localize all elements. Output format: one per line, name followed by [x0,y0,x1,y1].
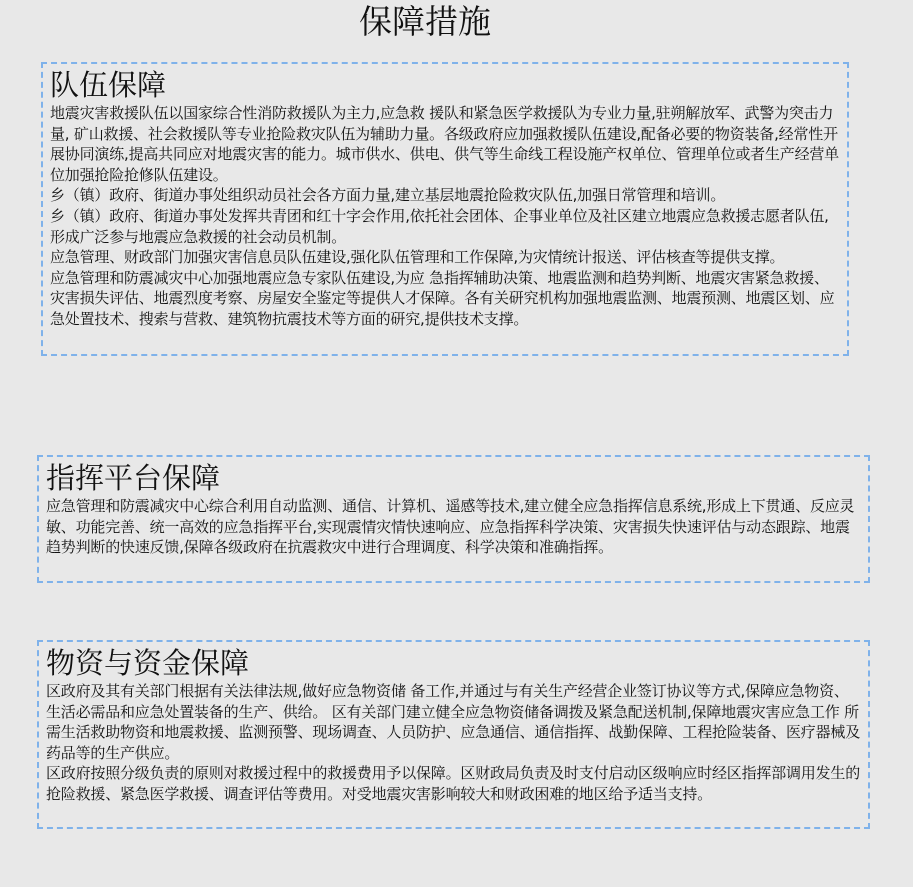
paragraph: 应急管理和防震减灾中心加强地震应急专家队伍建设,为应 急指挥辅助决策、地震监测和趋势判断、地震灾害紧急救援、灾害损失评估、地震烈度考察、房屋安全鉴定等提供人才保障。各有关研究机构加强地震监测、地震预测、地震区划、应急处置技术、搜索与营救、建筑物抗震技术等方面的研究,提供技术支撑。 [50,268,835,328]
paragraph: 乡（镇）政府、街道办事处发挥共青团和红十字会作用,依托社会团体、企事业单位及社区建立地震应急救援志愿者队伍,形成广泛参与地震应急救援的社会动员机制。 [50,206,829,246]
section-team-support [41,62,849,356]
paragraph: 应急管理、财政部门加强灾害信息员队伍建设,强化队伍管理和工作保障,为灾情统计报送、评估核查等提供支撑。 [50,248,785,267]
section-heading: 队伍保障 [50,68,167,102]
paragraph: 地震灾害救援队伍以国家综合性消防救援队为主力,应急救 援队和紧急医学救援队为专业力量,驻朔解放军、武警为突击力量, 矿山救援、社会救援队等专业抢险救灾队伍为辅助力量。各级政府应加强救援队伍建设,配备必要的物资装备,经常性开展协同演练,提高共同应对地震灾害的能力。城市供水、供电、供气等生命线工程设施产权单位、管理单位或者生产经营单位加强抢险抢修队伍建设。 [50,104,839,184]
paragraph: 区政府按照分级负责的原则对救援过程中的救援费用予以保障。区财政局负责及时支付启动区级响应时经区指挥部调用发生的抢险救援、紧急医学救援、调查评估等费用。对受地震灾害影响较大和财政困难的地区给予适当支持。 [46,764,861,803]
page-title: 保障措施 [359,2,491,41]
paragraph: 应急管理和防震减灾中心综合利用自动监测、通信、计算机、遥感等技术,建立健全应急指挥信息系统,形成上下贯通、反应灵敏、功能完善、统一高效的应急指挥平台,实现震情灾情快速响应、应急指挥科学决策、灾害损失快速评估与动态跟踪、地震趋势判断的快速反馈,保障各级政府在抗震救灾中进行合理调度、科学决策和准确指挥。 [46,497,855,557]
section-heading: 物资与资金保障 [46,646,250,680]
section-supply-funding-support [37,640,870,829]
section-heading: 指挥平台保障 [46,461,221,495]
paragraph: 乡（镇）政府、街道办事处组织动员社会各方面力量,建立基层地震抢险救灾队伍,加强日常管理和培训。 [50,186,726,205]
paragraph: 区政府及其有关部门根据有关法律法规,做好应急物资储 备工作,并通过与有关生产经营企业签订协议等方式,保障应急物资、生活必需品和应急处置装备的生产、供给。 区有关部门建立健全应急物资储备调拨及紧急配送机制,保障地震灾害应急工作 所需生活救助物资和地震救援、监测预警、现场调查、人员防护、应急通信、通信指挥、战勤保障、工程抢险装备、医疗器械及药品等的生产供应。 [46,682,861,762]
section-command-platform-support [37,455,870,583]
